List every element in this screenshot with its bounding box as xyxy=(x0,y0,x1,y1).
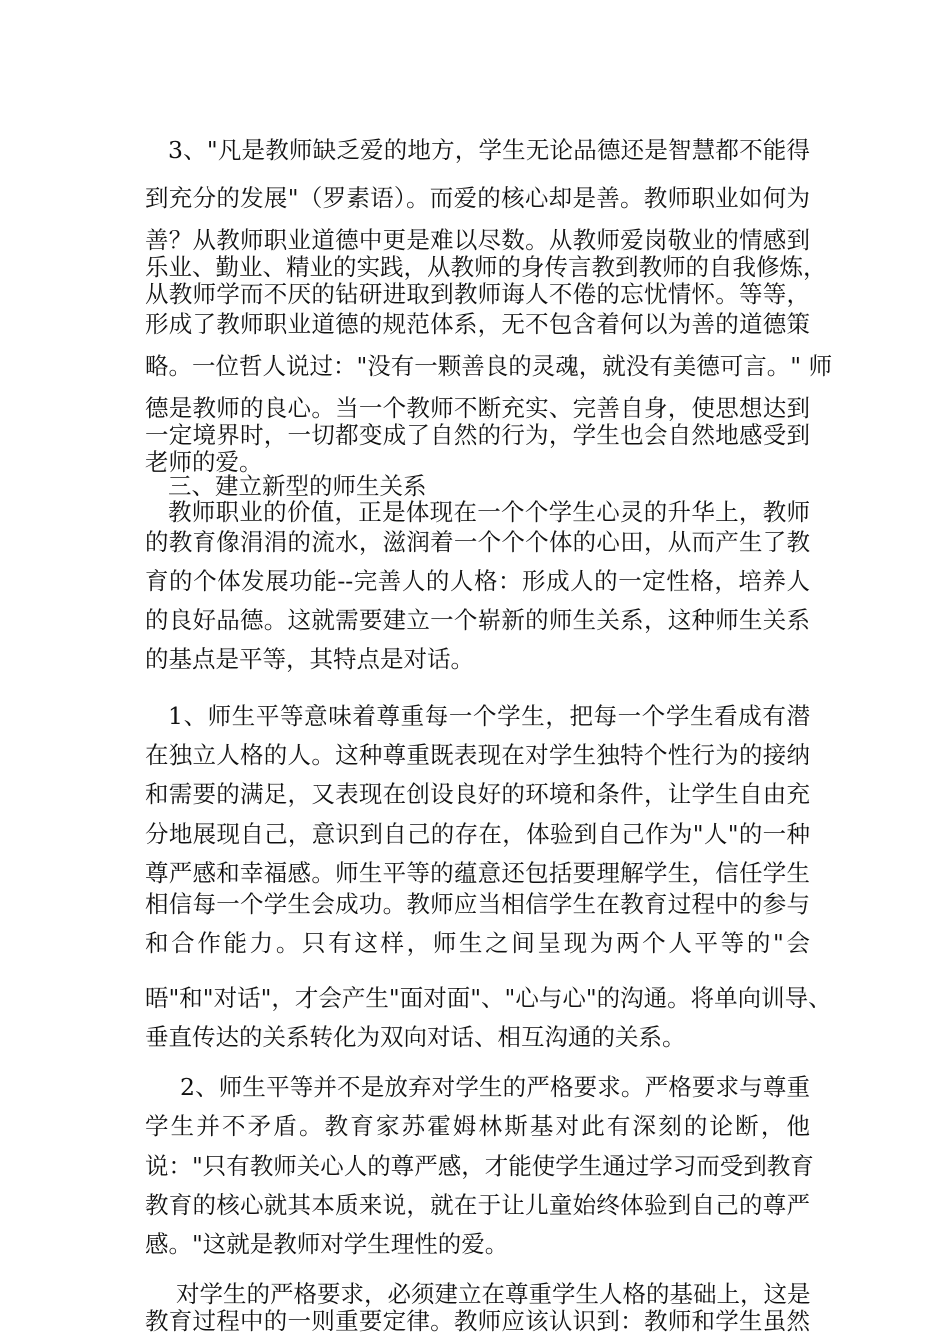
paragraph-3-line-1: 3、"凡是教师缺乏爱的地方，学生无论品德还是智慧都不能得 xyxy=(168,136,810,164)
paragraph-3-line-8: 德是教师的良心。当一个教师不断充实、完善自身，使思想达到 xyxy=(145,394,810,422)
paragraph-1-line-3: 和需要的满足，又表现在创设良好的环境和条件，让学生自由充 xyxy=(145,780,810,808)
paragraph-3-line-4: 乐业、勤业、精业的实践，从教师的身传言教到教师的自我修炼， xyxy=(145,253,827,281)
paragraph-3-line-6: 形成了教师职业道德的规范体系，无不包含着何以为善的道德策 xyxy=(145,310,810,338)
paragraph-2-line-3: 说："只有教师关心人的尊严感，才能使学生通过学习而受到教育 xyxy=(145,1152,814,1180)
paragraph-1-line-4: 分地展现自己，意识到自己的存在，体验到自己作为"人"的一种 xyxy=(145,820,810,848)
paragraph-4-line-1: 对学生的严格要求，必须建立在尊重学生人格的基础上，这是 xyxy=(176,1280,811,1308)
paragraph-1-line-6: 相信每一个学生会成功。教师应当相信学生在教育过程中的参与 xyxy=(145,890,810,918)
section-paragraph-line-5: 的基点是平等，其特点是对话。 xyxy=(145,645,474,673)
paragraph-1-line-2: 在独立人格的人。这种尊重既表现在对学生独特个性行为的接纳 xyxy=(145,741,810,769)
section-paragraph-line-1: 教师职业的价值，正是体现在一个个学生心灵的升华上，教师 xyxy=(168,498,810,526)
paragraph-4-line-2: 教育过程中的一则重要定律。教师应该认识到：教师和学生虽然 xyxy=(145,1307,810,1335)
paragraph-1-line-7: 和合作能力。只有这样，师生之间呈现为两个人平等的"会 xyxy=(145,929,810,957)
paragraph-2-line-2: 学生并不矛盾。教育家苏霍姆林斯基对此有深刻的论断，他 xyxy=(145,1112,810,1140)
paragraph-3-line-10: 老师的爱。 xyxy=(145,448,263,476)
paragraph-3-line-3: 善？从教师职业道德中更是难以尽数。从教师爱岗敬业的情感到 xyxy=(145,226,810,254)
section-paragraph-line-4: 的良好品德。这就需要建立一个崭新的师生关系，这种师生关系 xyxy=(145,606,810,634)
paragraph-2-line-1: 2、师生平等并不是放弃对学生的严格要求。严格要求与尊重 xyxy=(180,1073,810,1101)
paragraph-1-line-1: 1、师生平等意味着尊重每一个学生，把每一个学生看成有潜 xyxy=(168,702,810,730)
paragraph-3-line-2: 到充分的发展"（罗素语）。而爱的核心却是善。教师职业如何为 xyxy=(145,184,810,212)
paragraph-3-line-9: 一定境界时，一切都变成了自然的行为，学生也会自然地感受到 xyxy=(145,421,810,449)
section-paragraph-line-3: 育的个体发展功能--完善人的人格：形成人的一定性格，培养人 xyxy=(145,567,810,595)
paragraph-3-line-7: 略。一位哲人说过："没有一颗善良的灵魂，就没有美德可言。" 师 xyxy=(145,352,833,380)
paragraph-3-line-5: 从教师学而不厌的钻研进取到教师诲人不倦的忘忧情怀。等等， xyxy=(145,280,810,308)
paragraph-1-line-9: 垂直传达的关系转化为双向对话、相互沟通的关系。 xyxy=(145,1023,686,1051)
paragraph-2-line-4: 教育的核心就其本质来说，就在于让儿童始终体验到自己的尊严 xyxy=(145,1191,810,1219)
paragraph-2-line-5: 感。"这就是教师对学生理性的爱。 xyxy=(145,1230,509,1258)
section-heading: 三、建立新型的师生关系 xyxy=(168,472,427,500)
paragraph-1-line-8: 晤"和"对话"，才会产生"面对面"、"心与心"的沟通。将单向训导、 xyxy=(145,984,832,1012)
paragraph-1-line-5: 尊严感和幸福感。师生平等的蕴意还包括要理解学生，信任学生 xyxy=(145,859,810,887)
section-paragraph-line-2: 的教育像涓涓的流水，滋润着一个个个体的心田，从而产生了教 xyxy=(145,528,810,556)
